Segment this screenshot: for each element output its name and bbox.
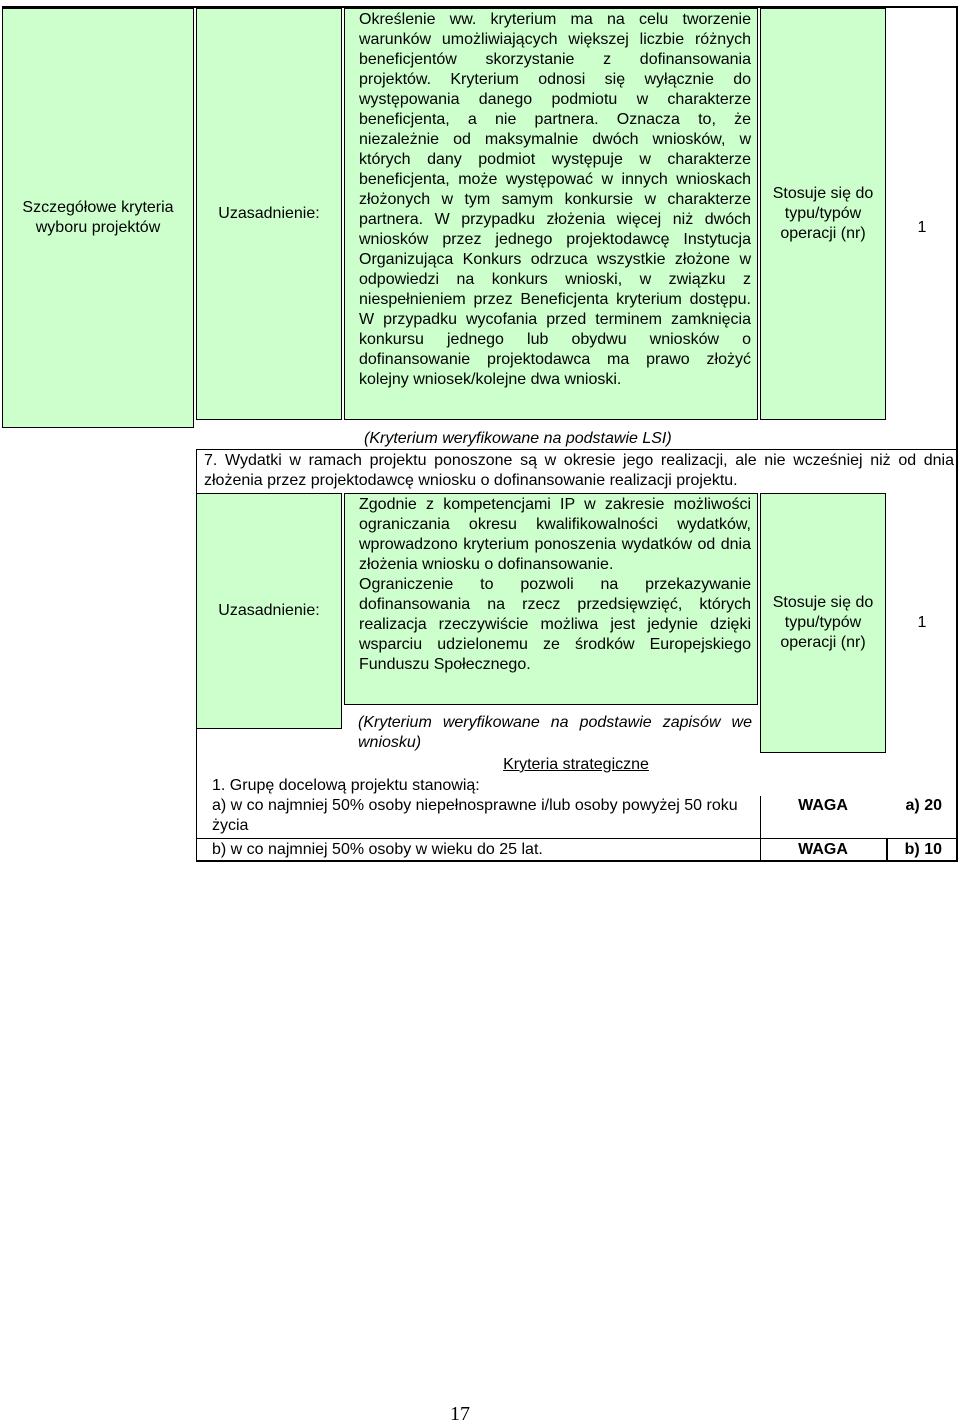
applies-to-text: Stosuje się do typu/typów operacji (nr) — [772, 594, 874, 651]
strategic-item-b: b) w co najmniej 50% osoby w wieku do 25 lat. — [212, 841, 543, 858]
verification-note-2: (Kryterium weryfikowane na podstawie zapisów we wniosku) — [358, 714, 752, 751]
verification-note-1: (Kryterium weryfikowane na podstawie LSI) — [364, 430, 672, 447]
number-cell-2 — [888, 493, 956, 753]
uzasadnienie-label: Uzasadnienie: — [218, 602, 320, 619]
strategic-heading: Kryteria strategiczne — [503, 756, 649, 773]
justification-cell-2 — [344, 493, 758, 705]
criteria-label-cell — [2, 8, 194, 428]
table-border-top — [2, 6, 958, 8]
waga-col-divider-1b — [760, 839, 761, 860]
number-cell-1 — [888, 8, 956, 448]
waga-col-divider-2 — [886, 839, 888, 860]
criterion-number: 1 — [917, 219, 927, 236]
divider-line — [196, 449, 956, 450]
waga-value-a: a) 20 — [905, 797, 942, 814]
strategic-item-intro: 1. Grupę docelową projektu stanowią: — [212, 777, 480, 794]
strategic-item-a: a) w co najmniej 50% osoby niepełnosprawne i/lub osoby powyżej 50 roku życia — [212, 797, 738, 834]
criterion-number: 1 — [917, 614, 927, 631]
waga-top-line — [760, 838, 956, 839]
table-border-left — [196, 449, 197, 861]
uzasadnienie-label-cell-2 — [196, 493, 342, 729]
criteria-label: Szczegółowe kryteria wyboru projektów — [22, 199, 174, 236]
page-number: 17 — [450, 1403, 470, 1425]
waga-value-b: b) 10 — [904, 841, 942, 858]
table-border-bottom — [196, 860, 958, 862]
table-border-right — [956, 6, 958, 862]
applies-to-cell-1 — [760, 8, 886, 420]
applies-to-cell-2 — [760, 493, 886, 753]
waga-label-a: WAGA — [798, 797, 848, 814]
justification-paragraph: Zgodnie z kompetencjami IP w zakresie możliwości ograniczania okresu kwalifikowalności wydatków, wprowadzono kryterium ponoszenia wydatków od dnia złożenia wniosku o dofinansowanie. — [359, 496, 751, 573]
table-border-left-outer — [2, 6, 3, 428]
applies-to-text: Stosuje się do typu/typów operacji (nr) — [772, 185, 874, 242]
justification-cell-1 — [344, 8, 758, 420]
uzasadnienie-label: Uzasadnienie: — [218, 205, 320, 222]
justification-paragraph: Ograniczenie to pozwoli na przekazywanie dofinansowania na rzecz przedsięwzięć, których realizacja rzeczywiście możliwa jest jedynie dzięki wsparciu udzielonemu ze środków Europejskiego Funduszu Społecznego. — [359, 576, 751, 673]
waga-col-divider-1 — [760, 796, 761, 838]
section2-heading: 7. Wydatki w ramach projektu ponoszone są w okresie jego realizacji, ale nie wcześniej niż od dnia złożenia przez projektodawcę wniosku o dofinansowanie realizacji projektu. — [204, 452, 954, 489]
waga-label-b: WAGA — [798, 841, 848, 858]
justification-text: Określenie ww. kryterium ma na celu tworzenie warunków umożliwiających większej liczbie różnych beneficjentów skorzystanie z dofinansowania projektów. Kryterium odnosi się wyłącznie do występowania danego podmiotu w charakterze beneficjenta, a nie partnera. Oznacza to, że niezależnie od maksymalnie dwóch wniosków, w których dany podmiot występuje w charakterze beneficjenta, może występować w innych wnioskach złożonych w tym samym konkursie w charakterze partnera. W przypadku złożenia więcej niż dwóch wniosków przez jednego projektodawcę Instytucja Organizująca Konkurs odrzuca wszystkie złożone w odpowiedzi na konkurs wnioski, w związku z niespełnieniem przez Beneficjenta kryterium dostępu. W przypadku wycofania przed terminem zamknięcia konkursu jednego lub obydwu wniosków o dofinansowanie projektodawca ma prawo złożyć kolejny wniosek/kolejne dwa wnioski. — [359, 11, 751, 388]
uzasadnienie-label-cell-1 — [196, 8, 342, 420]
